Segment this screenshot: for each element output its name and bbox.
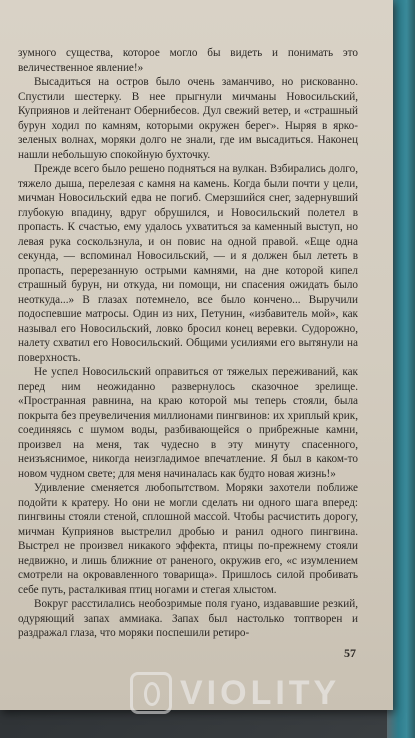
page-number: 57 xyxy=(344,646,356,660)
paragraph-6: Вокруг расстилались необозримые поля гуано, издававшие резкий, одуряющий запах аммиака. Запах был настолько топтворен и раздражал глаза, что моряки поспешили ретиро- xyxy=(18,598,358,639)
watermark-logo-icon xyxy=(130,672,172,714)
paragraph-3: Прежде всего было решено подняться на вулкан. Взбирались долго, тяжело дыша, перелезая с камня на камень. Когда были почти у цели, мичман Новосильский едва не погиб. Смерзшийся снег, задернувший глубокую впадину, вдруг обрушился, и Новосильский полетел в пропасть. К счастью, ему удалось ухватиться за каменный выступ, но левая рука соскользнула, и он повис на одной правой. «Еще одна секунда, — вспоминал Новосильский, — и я должен был лететь в пропасть, перерезанную острыми камнями, на дне которой кипел страшный бурун, ни откуда, ни помощи, ни спасения ожидать было неоткуда...» В глазах потемнело, все было кончено... Выручили подоспевшие матросы. Один из них, Петунин, «избавитель мой», как называл его Новосильский, ловко бросил конец веревки. Судорожно, налету схватил его Новосильский. Общими усилиями его вытянули на поверхность. xyxy=(18,163,358,364)
paragraph-2: Высадиться на остров было очень заманчиво, но рискованно. Спустили шестерку. В нее прыгнули мичманы Новосильский, Куприянов и лейтенант Обернибесов. Дул свежий ветер, и «страшный бурун ходил по камням, которыми окружен берег». Ныряя в ярко-зеленых волнах, моряки долго не знали, где им высадиться. Наконец нашли небольшую спокойную бухточку. xyxy=(18,76,358,161)
paragraph-4: Не успел Новосильский оправиться от тяжелых переживаний, как перед ним неожиданно развернулось сказочное зрелище. «Пространная равнина, на краю которой мы теперь стояли, была покрыта без преувеличения миллионами пингвинов: их хриплый крик, соединяясь с шумом воды, разбивающейся о прибрежные камни, произвел на меня, так чудесно в эту минуту спасенного, неизъяснимое, никогда неизгладимое впечатление. Я был в каком-то новом чудном свете; для меня начиналась как будто новая жизнь!» xyxy=(18,366,358,480)
page-text xyxy=(18,46,358,641)
watermark-text: VIOLITY xyxy=(180,673,341,712)
watermark xyxy=(130,668,400,718)
paragraph-5: Удивление сменяется любопытством. Моряки захотели поближе подойти к кратеру. Но они не могли сделать ни одного шага вперед: пингвины стояли стеной, сплошной массой. Чтобы расчистить дорогу, мичман Куприянов выстрелил дробью и ранил одного пингвина. Выстрел не произвел никакого эффекта, птицы по-прежнему стояли недвижно, и лишь ближние от раненого, окружив его, «с изумлением смотрели на окровавленного товарища». Пришлось силой пробивать себе путь, расталкивая птиц ногами и стегая хлыстом. xyxy=(18,482,358,596)
paragraph-1: зумного существа, которое могло бы видеть и понимать это величественное явление!» xyxy=(18,47,358,74)
